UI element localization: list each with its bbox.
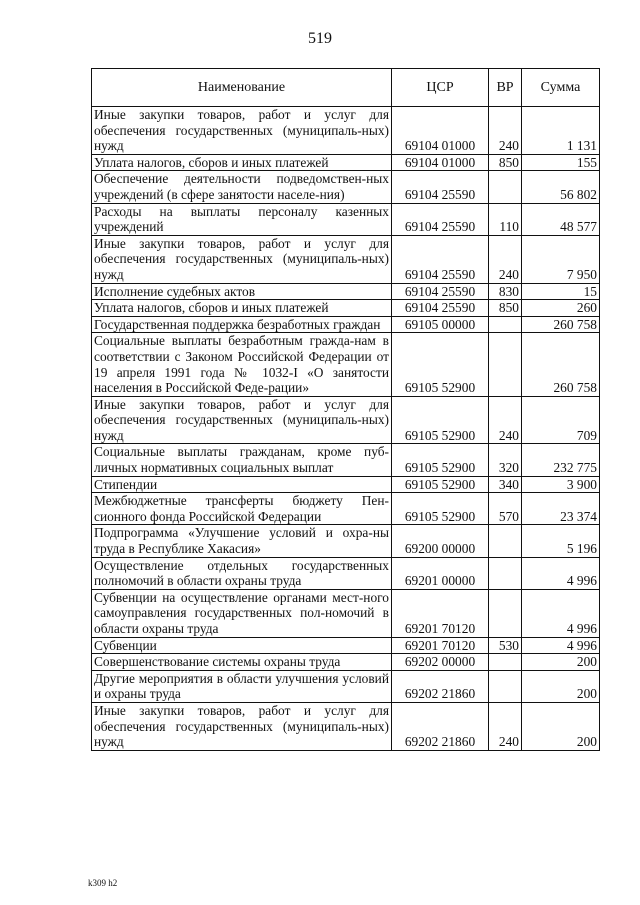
header-name: Наименование: [92, 69, 392, 107]
cell-name: Уплата налогов, сборов и иных платежей: [92, 154, 392, 171]
cell-csr: 69104 25590: [392, 203, 489, 235]
cell-csr: 69104 25590: [392, 171, 489, 203]
cell-vr: 320: [489, 444, 522, 476]
table-row: [92, 316, 600, 333]
cell-sum: 4 996: [522, 557, 600, 589]
cell-vr: [489, 589, 522, 637]
cell-csr: 69104 25590: [392, 283, 489, 300]
cell-sum: 23 374: [522, 493, 600, 525]
cell-sum: 5 196: [522, 525, 600, 557]
cell-name: Уплата налогов, сборов и иных платежей: [92, 300, 392, 317]
cell-csr: 69105 00000: [392, 316, 489, 333]
cell-name: Субвенции: [92, 637, 392, 654]
cell-vr: 830: [489, 283, 522, 300]
cell-sum: 4 996: [522, 637, 600, 654]
cell-vr: 530: [489, 637, 522, 654]
cell-name: Социальные выплаты безработным гражда-нам в соответствии с Законом Российской Федерации от 19 апреля 1991 года № 1032-I «О занятости населения в Российской Феде-рации»: [92, 333, 392, 396]
cell-csr: 69201 00000: [392, 557, 489, 589]
cell-name: Осуществление отдельных государственных полномочий в области охраны труда: [92, 557, 392, 589]
cell-csr: 69105 52900: [392, 444, 489, 476]
header-sum: Сумма: [522, 69, 600, 107]
cell-vr: 240: [489, 107, 522, 155]
cell-vr: [489, 670, 522, 702]
table-row: [92, 654, 600, 671]
cell-vr: [489, 654, 522, 671]
cell-csr: 69104 01000: [392, 107, 489, 155]
cell-sum: 260 758: [522, 333, 600, 396]
cell-sum: 48 577: [522, 203, 600, 235]
cell-sum: 7 950: [522, 235, 600, 283]
table-row: [92, 525, 600, 557]
cell-name: Социальные выплаты гражданам, кроме пуб-личных нормативных социальных выплат: [92, 444, 392, 476]
table-row: [92, 589, 600, 637]
table-row: [92, 283, 600, 300]
cell-vr: 340: [489, 476, 522, 493]
cell-vr: 850: [489, 154, 522, 171]
cell-csr: 69200 00000: [392, 525, 489, 557]
cell-sum: 200: [522, 702, 600, 750]
cell-name: Другие мероприятия в области улучшения условий и охраны труда: [92, 670, 392, 702]
cell-name: Совершенствование системы охраны труда: [92, 654, 392, 671]
cell-vr: [489, 557, 522, 589]
cell-name: Исполнение судебных актов: [92, 283, 392, 300]
cell-vr: 240: [489, 396, 522, 444]
cell-name: Иные закупки товаров, работ и услуг для обеспечения государственных (муниципаль-ных) нужд: [92, 702, 392, 750]
cell-name: Подпрограмма «Улучшение условий и охра-ны труда в Республике Хакасия»: [92, 525, 392, 557]
cell-csr: 69201 70120: [392, 637, 489, 654]
cell-sum: 56 802: [522, 171, 600, 203]
cell-vr: [489, 333, 522, 396]
cell-csr: 69202 21860: [392, 670, 489, 702]
cell-sum: 709: [522, 396, 600, 444]
cell-name: Расходы на выплаты персоналу казенных учреждений: [92, 203, 392, 235]
cell-sum: 4 996: [522, 589, 600, 637]
table-row: [92, 171, 600, 203]
table-row: [92, 154, 600, 171]
table-header-row: [92, 69, 600, 107]
table-row: [92, 396, 600, 444]
cell-csr: 69105 52900: [392, 396, 489, 444]
table-row: [92, 203, 600, 235]
cell-sum: 200: [522, 670, 600, 702]
footer-code: k309 h2: [88, 878, 118, 888]
cell-csr: 69202 21860: [392, 702, 489, 750]
cell-csr: 69202 00000: [392, 654, 489, 671]
page-number: 519: [308, 30, 332, 47]
cell-sum: 232 775: [522, 444, 600, 476]
cell-vr: 240: [489, 702, 522, 750]
cell-vr: 850: [489, 300, 522, 317]
table-row: [92, 637, 600, 654]
cell-sum: 1 131: [522, 107, 600, 155]
cell-vr: 240: [489, 235, 522, 283]
cell-sum: 3 900: [522, 476, 600, 493]
cell-csr: 69105 52900: [392, 333, 489, 396]
cell-vr: 570: [489, 493, 522, 525]
cell-name: Иные закупки товаров, работ и услуг для обеспечения государственных (муниципаль-ных) нужд: [92, 107, 392, 155]
header-vr: ВР: [489, 69, 522, 107]
table-row: [92, 107, 600, 155]
cell-name: Стипендии: [92, 476, 392, 493]
budget-table: [91, 68, 600, 751]
cell-vr: [489, 525, 522, 557]
cell-sum: 15: [522, 283, 600, 300]
cell-name: Государственная поддержка безработных граждан: [92, 316, 392, 333]
cell-vr: 110: [489, 203, 522, 235]
table-row: [92, 444, 600, 476]
table-row: [92, 235, 600, 283]
table-row: [92, 493, 600, 525]
cell-name: Иные закупки товаров, работ и услуг для обеспечения государственных (муниципаль-ных) нужд: [92, 396, 392, 444]
cell-csr: 69105 52900: [392, 493, 489, 525]
cell-vr: [489, 316, 522, 333]
cell-sum: 155: [522, 154, 600, 171]
table-row: [92, 557, 600, 589]
table-row: [92, 476, 600, 493]
cell-name: Обеспечение деятельности подведомствен-ных учреждений (в сфере занятости населе-ния): [92, 171, 392, 203]
header-csr: ЦСР: [392, 69, 489, 107]
cell-sum: 260: [522, 300, 600, 317]
cell-name: Межбюджетные трансферты бюджету Пен-сионного фонда Российской Федерации: [92, 493, 392, 525]
table-row: [92, 670, 600, 702]
cell-name: Субвенции на осуществление органами мест-ного самоуправления государственных пол-номочий в области охраны труда: [92, 589, 392, 637]
cell-sum: 200: [522, 654, 600, 671]
cell-csr: 69104 25590: [392, 235, 489, 283]
cell-name: Иные закупки товаров, работ и услуг для обеспечения государственных (муниципаль-ных) нужд: [92, 235, 392, 283]
cell-sum: 260 758: [522, 316, 600, 333]
cell-csr: 69105 52900: [392, 476, 489, 493]
cell-vr: [489, 171, 522, 203]
table-row: [92, 333, 600, 396]
table-row: [92, 300, 600, 317]
cell-csr: 69104 25590: [392, 300, 489, 317]
cell-csr: 69201 70120: [392, 589, 489, 637]
cell-csr: 69104 01000: [392, 154, 489, 171]
table-row: [92, 702, 600, 750]
